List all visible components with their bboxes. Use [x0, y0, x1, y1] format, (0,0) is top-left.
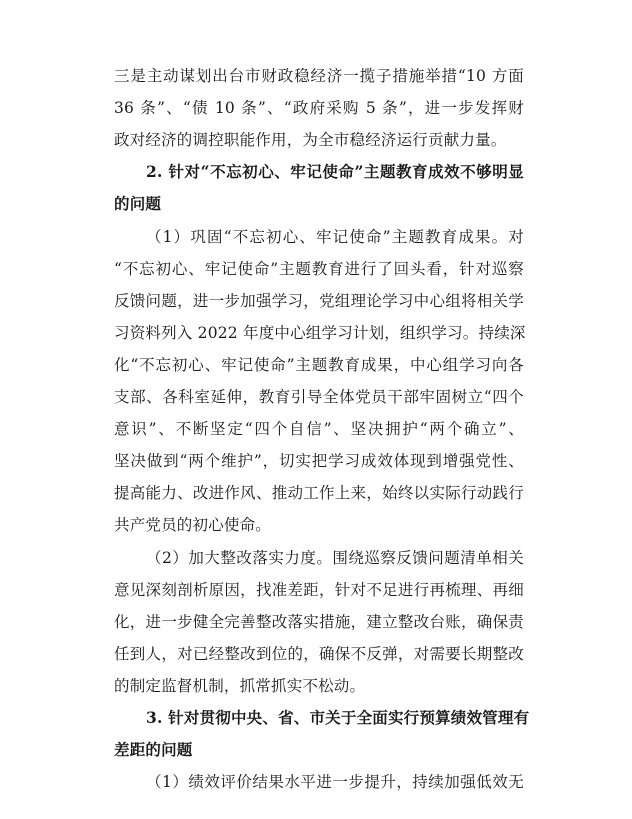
paragraph-line: 支部、各科室延伸，教育引导全体党员干部牢固树立“四个 — [114, 388, 524, 406]
section-heading-line: 2. 针对“不忘初心、牢记使命”主题教育成效不够明显 — [146, 162, 524, 181]
section-heading-line: 的问题 — [114, 194, 162, 213]
section-heading-line: 差距的问题 — [114, 740, 193, 759]
paragraph-line: 任到人，对已经整改到位的，确保不反弹，对需要长期整改 — [114, 645, 524, 663]
paragraph-line: （1）巩固“不忘初心、牢记使命”主题教育成果。对 — [146, 228, 524, 246]
paragraph-line: 坚决做到“两个维护”，切实把学习成效体现到增强党性、 — [114, 452, 524, 470]
paragraph-line: 共产党员的初心使命。 — [114, 516, 272, 534]
paragraph-line: （1）绩效评价结果水平进一步提升，持续加强低效无 — [146, 773, 524, 791]
paragraph-line: 意识”、不断坚定“四个自信”、坚决拥护“两个确立”、 — [114, 420, 524, 438]
paragraph-line: 三是主动谋划出台市财政稳经济一揽子措施举措“10 方面 — [114, 67, 524, 85]
section-heading-line: 3. 针对贯彻中央、省、市关于全面实行预算绩效管理有 — [146, 708, 530, 727]
paragraph-line: 提高能力、改进作风、推动工作上来，始终以实际行动践行 — [114, 484, 524, 502]
paragraph-line: 36 条”、“债 10 条”、“政府采购 5 条”，进一步发挥财 — [114, 99, 524, 117]
paragraph-line: 政对经济的调控职能作用，为全市稳经济运行贡献力量。 — [114, 131, 507, 149]
paragraph-line: 的制定监督机制，抓常抓实不松动。 — [114, 677, 366, 695]
paragraph-line: “不忘初心、牢记使命”主题教育进行了回头看，针对巡察 — [114, 260, 524, 278]
paragraph-line: 化，进一步健全完善整改落实措施，建立整改台账，确保责 — [114, 613, 524, 631]
paragraph-line: （2）加大整改落实力度。围绕巡察反馈问题清单相关 — [146, 549, 524, 567]
paragraph-line: 化“不忘初心、牢记使命”主题教育成果，中心组学习向各 — [114, 356, 524, 374]
paragraph-line: 意见深刻剖析原因，找准差距，针对不足进行再梳理、再细 — [114, 581, 524, 599]
paragraph-line: 反馈问题，进一步加强学习，党组理论学习中心组将相关学 — [114, 292, 524, 310]
paragraph-line: 习资料列入 2022 年度中心组学习计划，组织学习。持续深 — [114, 324, 526, 342]
